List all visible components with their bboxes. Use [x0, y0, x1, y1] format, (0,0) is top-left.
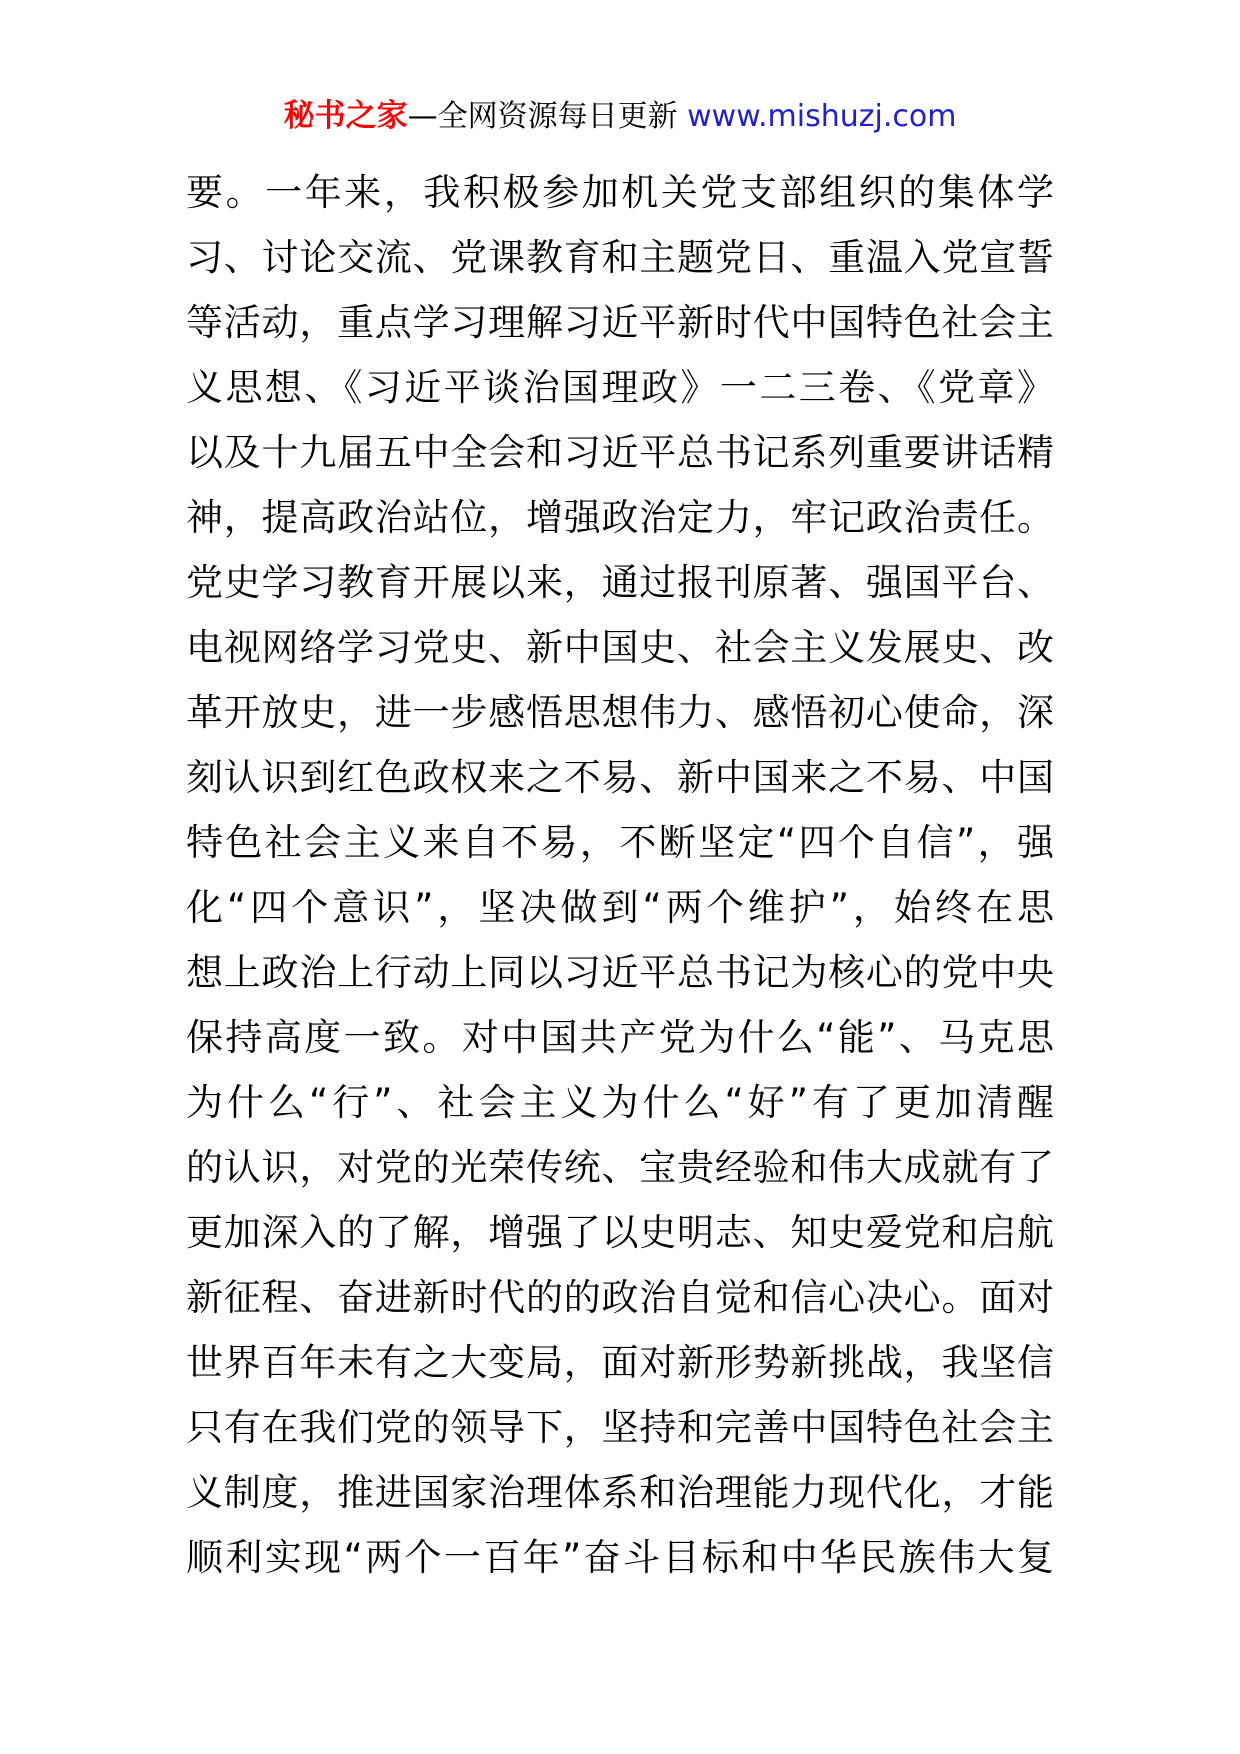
- text-line: 义制度，推进国家治理体系和治理能力现代化，才能: [186, 1471, 1054, 1514]
- site-url-link[interactable]: www.mishuzj.com: [687, 99, 957, 134]
- text-line: 化“四个意识”，坚决做到“两个维护”，始终在思: [186, 886, 1054, 929]
- text-line: 保持高度一致。对中国共产党为什么“能”、马克思: [186, 1016, 1054, 1059]
- text-line: 世界百年未有之大变局，面对新形势新挑战，我坚信: [186, 1341, 1054, 1384]
- text-line: 为什么“行”、社会主义为什么“好”有了更加清醒: [186, 1081, 1054, 1124]
- text-line: 义思想、《习近平谈治国理政》一二三卷、《党章》: [186, 366, 1054, 409]
- text-line: 以及十九届五中全会和习近平总书记系列重要讲话精: [186, 431, 1054, 474]
- text-line: 电视网络学习党史、新中国史、社会主义发展史、改: [186, 626, 1054, 669]
- text-line: 的认识，对党的光荣传统、宝贵经验和伟大成就有了: [186, 1146, 1054, 1189]
- text-line: 想上政治上行动上同以习近平总书记为核心的党中央: [186, 951, 1054, 994]
- text-line: 顺利实现“两个一百年”奋斗目标和中华民族伟大复: [186, 1536, 1054, 1579]
- text-line: 更加深入的了解，增强了以史明志、知史爱党和启航: [186, 1211, 1054, 1254]
- text-line: 习、讨论交流、党课教育和主题党日、重温入党宣誓: [186, 236, 1054, 279]
- text-line: 神，提高政治站位，增强政治定力，牢记政治责任。: [186, 496, 1054, 539]
- text-line: 只有在我们党的领导下，坚持和完善中国特色社会主: [186, 1406, 1054, 1449]
- text-line: 革开放史，进一步感悟思想伟力、感悟初心使命，深: [186, 691, 1054, 734]
- document-body: [186, 160, 1054, 1590]
- text-line: 刻认识到红色政权来之不易、新中国来之不易、中国: [186, 756, 1054, 799]
- text-line: 新征程、奋进新时代的的政治自觉和信心决心。面对: [186, 1276, 1054, 1319]
- text-line: 要。一年来，我积极参加机关党支部组织的集体学: [186, 171, 1054, 214]
- text-line: 等活动，重点学习理解习近平新时代中国特色社会主: [186, 301, 1054, 344]
- site-header: [0, 96, 1240, 137]
- header-tagline: —全网资源每日更新: [407, 99, 688, 134]
- text-line: 党史学习教育开展以来，通过报刊原著、强国平台、: [186, 561, 1054, 604]
- brand-name: 秘书之家: [283, 98, 408, 134]
- text-line: 特色社会主义来自不易，不断坚定“四个自信”，强: [186, 821, 1054, 864]
